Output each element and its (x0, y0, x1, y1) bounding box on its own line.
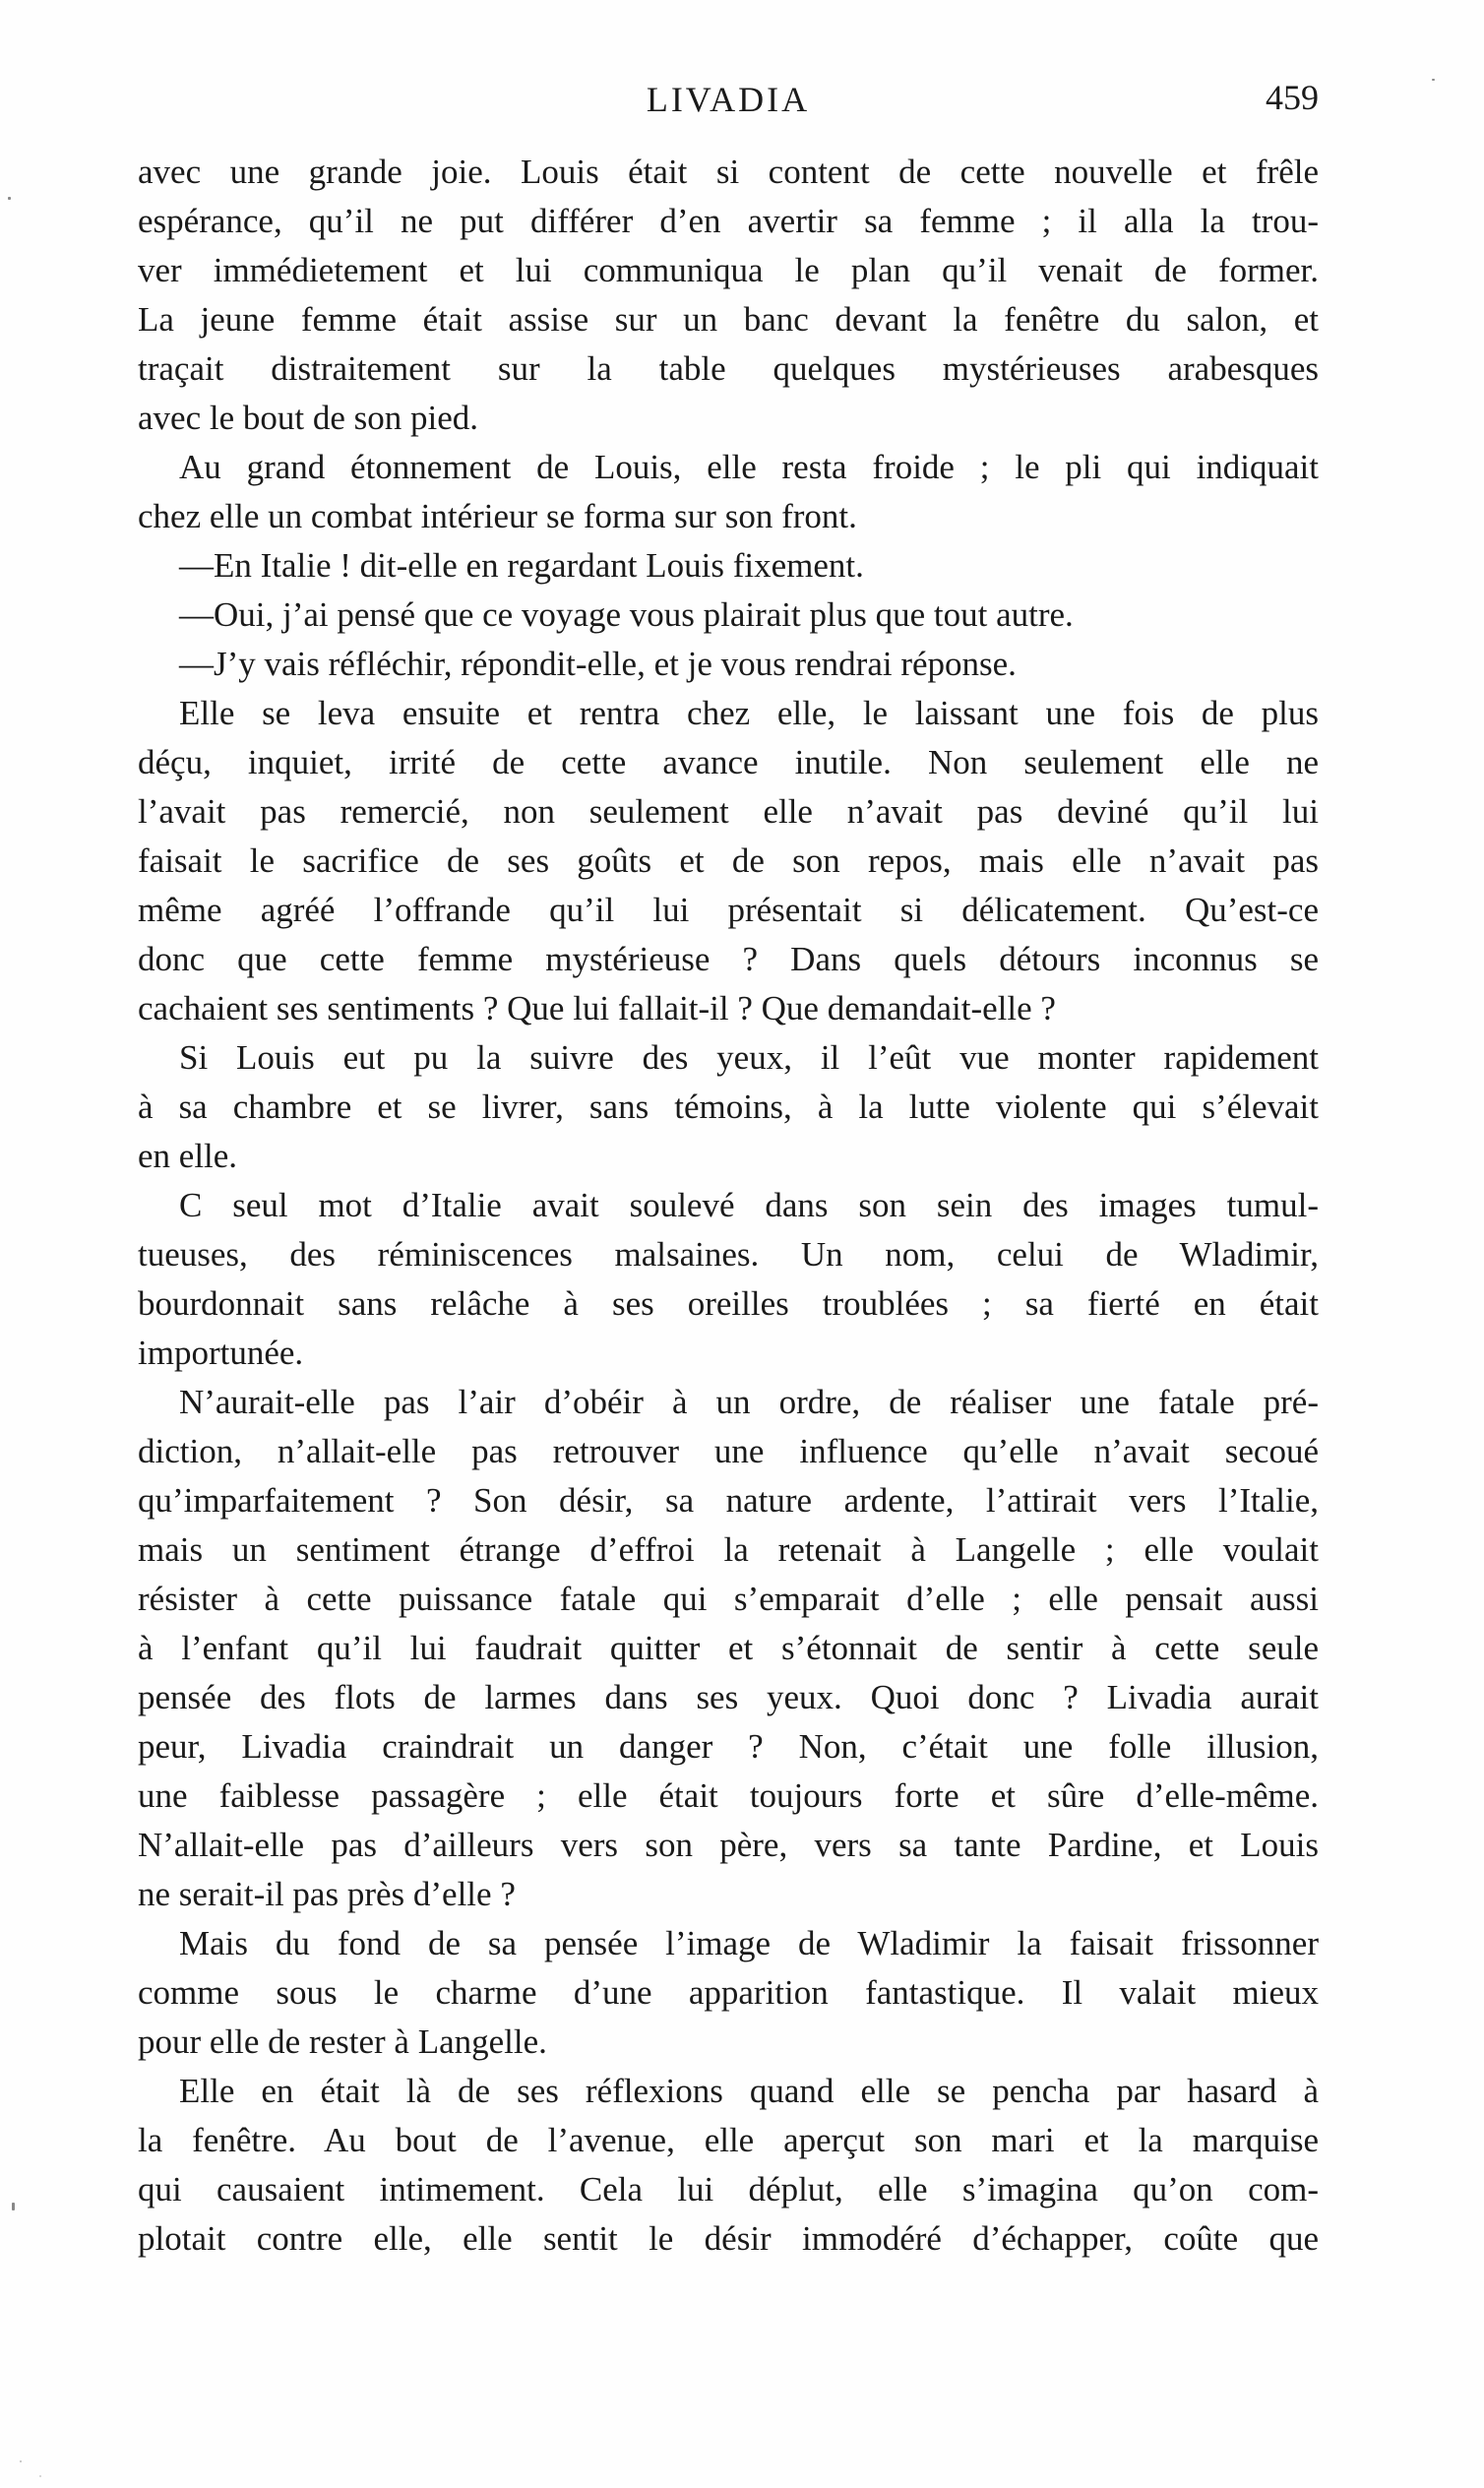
text-line: la fenêtre. Au bout de l’avenue, elle aperçut son mari et la marquise (138, 2121, 1319, 2159)
text-line: qui causaient intimement. Cela lui déplut, elle s’imagina qu’on com- (138, 2170, 1319, 2208)
text-line: plotait contre elle, elle sentit le désir immodéré d’échapper, coûte que (138, 2219, 1319, 2258)
text-line: en elle. (138, 1137, 238, 1175)
text-line: La jeune femme était assise sur un banc devant la fenêtre du salon, et (138, 300, 1319, 339)
text-line: une faiblesse passagère ; elle était toujours forte et sûre d’elle-même. (138, 1776, 1319, 1815)
text-line: à l’enfant qu’il lui faudrait quitter et s’étonnait de sentir à cette seule (138, 1629, 1319, 1667)
text-line: donc que cette femme mystérieuse ? Dans quels détours inconnus se (138, 940, 1319, 978)
scan-speck (12, 2203, 15, 2210)
text-line: mais un sentiment étrange d’effroi la retenait à Langelle ; elle voulait (138, 1530, 1319, 1569)
running-title: LIVADIA (646, 80, 811, 119)
text-line: Si Louis eut pu la suivre des yeux, il l’eût vue monter rapidement (179, 1038, 1319, 1077)
text-line: avec le bout de son pied. (138, 399, 479, 437)
text-line: diction, n’allait-elle pas retrouver une influence qu’elle n’avait secoué (138, 1432, 1319, 1470)
text-line: C seul mot d’Italie avait soulevé dans son sein des images tumul- (179, 1186, 1319, 1224)
dialogue-line: —Oui, j’ai pensé que ce voyage vous plairait plus que tout autre. (179, 595, 1074, 634)
page-number: 459 (1266, 78, 1319, 117)
text-line: peur, Livadia craindrait un danger ? Non, c’était une folle illusion, (138, 1727, 1319, 1766)
text-line: Elle se leva ensuite et rentra chez elle, le laissant une fois de plus (179, 694, 1319, 732)
text-line: bourdonnait sans relâche à ses oreilles troublées ; sa fierté en était (138, 1284, 1319, 1323)
text-line: espérance, qu’il ne put différer d’en avertir sa femme ; il alla la trou- (138, 202, 1319, 240)
text-line: résister à cette puissance fatale qui s’emparait d’elle ; elle pensait aussi (138, 1580, 1319, 1618)
text-line: avec une grande joie. Louis était si content de cette nouvelle et frêle (138, 153, 1319, 191)
text-line: faisait le sacrifice de ses goûts et de son repos, mais elle n’avait pas (138, 841, 1319, 880)
dialogue-line: —J’y vais réfléchir, répondit-elle, et je vous rendrai réponse. (179, 645, 1017, 683)
scan-speck (8, 197, 11, 200)
text-line: ne serait-il pas près d’elle ? (138, 1875, 516, 1913)
body-text (138, 148, 1319, 2264)
scan-speck (1432, 79, 1435, 81)
text-line: Elle en était là de ses réflexions quand elle se pencha par hasard à (179, 2072, 1319, 2110)
text-line: cachaient ses sentiments ? Que lui fallait-il ? Que demandait-elle ? (138, 989, 1056, 1027)
text-line: qu’imparfaitement ? Son désir, sa nature ardente, l’attirait vers l’Italie, (138, 1481, 1319, 1520)
text-line: Mais du fond de sa pensée l’image de Wladimir la faisait frissonner (179, 1924, 1319, 1962)
text-line: ver immédietement et lui communiqua le plan qu’il venait de former. (138, 251, 1319, 289)
scan-speck (39, 2475, 41, 2477)
text-line: chez elle un combat intérieur se forma sur son front. (138, 497, 857, 535)
text-line: déçu, inquiet, irrité de cette avance inutile. Non seulement elle ne (138, 743, 1319, 781)
dialogue-line: —En Italie ! dit-elle en regardant Louis fixement. (179, 546, 864, 585)
text-line: N’aurait-elle pas l’air d’obéir à un ordre, de réaliser une fatale pré- (179, 1383, 1319, 1421)
text-line: N’allait-elle pas d’ailleurs vers son père, vers sa tante Pardine, et Louis (138, 1826, 1319, 1864)
running-head (138, 71, 1319, 130)
text-line: pensée des flots de larmes dans ses yeux. Quoi donc ? Livadia aurait (138, 1678, 1319, 1716)
text-line: tueuses, des réminiscences malsaines. Un nom, celui de Wladimir, (138, 1235, 1319, 1274)
text-line: importunée. (138, 1334, 304, 1372)
text-line: même agréé l’offrande qu’il lui présentait si délicatement. Qu’est-ce (138, 891, 1319, 929)
text-line: traçait distraitement sur la table quelques mystérieuses arabesques (138, 349, 1319, 388)
text-line: Au grand étonnement de Louis, elle resta froide ; le pli qui indiquait (179, 448, 1319, 486)
scan-speck (20, 2460, 22, 2462)
text-line: l’avait pas remercié, non seulement elle n’avait pas deviné qu’il lui (138, 792, 1319, 831)
text-line: pour elle de rester à Langelle. (138, 2022, 547, 2061)
text-line: comme sous le charme d’une apparition fantastique. Il valait mieux (138, 1973, 1319, 2012)
text-line: à sa chambre et se livrer, sans témoins, à la lutte violente qui s’élevait (138, 1088, 1319, 1126)
